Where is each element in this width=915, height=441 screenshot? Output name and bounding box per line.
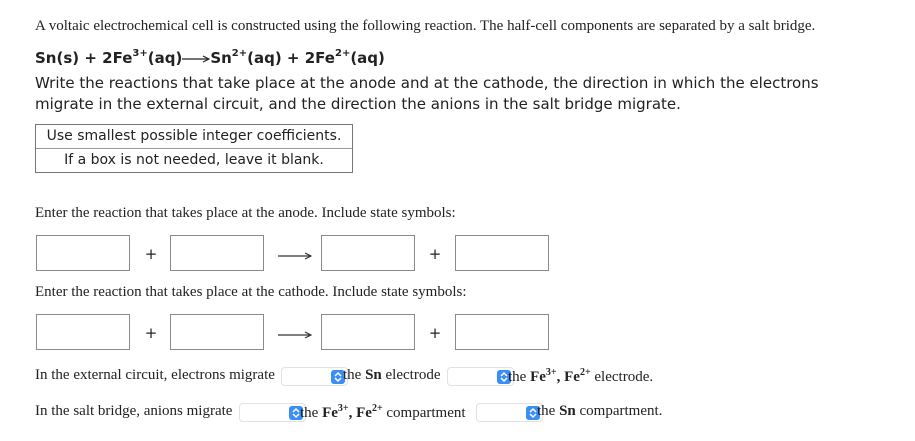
- eq-part3: Sn: [210, 49, 232, 67]
- electrons-direction-select-1[interactable]: [281, 367, 348, 386]
- hint-line-2: If a box is not needed, leave it blank.: [36, 148, 352, 172]
- cathode-plus-left: +: [144, 324, 158, 342]
- anode-arrow-icon: [269, 248, 321, 266]
- cathode-arrow-icon: [269, 327, 321, 345]
- hint-line-1: Use smallest possible integer coefficients.: [46, 128, 342, 144]
- anions-direction-select-2[interactable]: [476, 403, 543, 422]
- overall-equation: [35, 49, 385, 67]
- eq-part4: (aq) + 2Fe: [247, 49, 335, 67]
- cathode-prompt: Enter the reaction that takes place at the cathode. Include state symbols:: [35, 284, 467, 300]
- anode-product-1-input[interactable]: [321, 235, 415, 271]
- anions-target-sn: the Sn compartment.: [537, 403, 663, 419]
- eq-charge1: 3+: [132, 48, 148, 59]
- electrons-target-fe: the $Fe^{3+}$, $Fe^{2+}$ electrode.: [508, 367, 654, 385]
- electrons-label: In the external circuit, electrons migrate: [35, 367, 275, 383]
- eq-charge3: 2+: [334, 48, 351, 59]
- eq-part5: (aq): [350, 49, 385, 67]
- anode-product-2-input[interactable]: [455, 235, 549, 271]
- hint-box: [35, 124, 353, 173]
- reaction-arrow-icon: [182, 54, 210, 64]
- eq-part2: (aq): [147, 49, 183, 67]
- anode-plus-left: +: [144, 245, 158, 263]
- instructions: Write the reactions that take place at the anode and at the cathode, the direction in which the electrons migrate in the external circuit, and the direction the anions in the salt bridge migrate.: [35, 74, 819, 113]
- cathode-reactant-2-input[interactable]: [170, 314, 264, 350]
- anions-label: In the salt bridge, anions migrate: [35, 403, 233, 419]
- cathode-product-2-input[interactable]: [455, 314, 549, 350]
- anode-reactant-1-input[interactable]: [36, 235, 130, 271]
- anode-prompt: Enter the reaction that takes place at the anode. Include state symbols:: [35, 205, 456, 221]
- anode-reactant-2-input[interactable]: [170, 235, 264, 271]
- cathode-product-1-input[interactable]: [321, 314, 415, 350]
- anions-target-fe: the $Fe^{3+}$, $Fe^{2+}$ compartment: [300, 403, 466, 421]
- eq-charge2: 2+: [231, 48, 248, 59]
- anode-plus-right: +: [428, 245, 442, 263]
- cathode-plus-right: +: [428, 324, 442, 342]
- intro-text: A voltaic electrochemical cell is constructed using the following reaction. The half-cell components are separated by a salt bridge.: [35, 18, 816, 34]
- electrons-target-sn: the Sn electrode: [343, 367, 441, 383]
- eq-part1: Sn(s) + 2Fe: [35, 49, 133, 67]
- electrons-direction-select-2[interactable]: [447, 367, 514, 386]
- cathode-reactant-1-input[interactable]: [36, 314, 130, 350]
- anions-direction-select-1[interactable]: [239, 403, 306, 422]
